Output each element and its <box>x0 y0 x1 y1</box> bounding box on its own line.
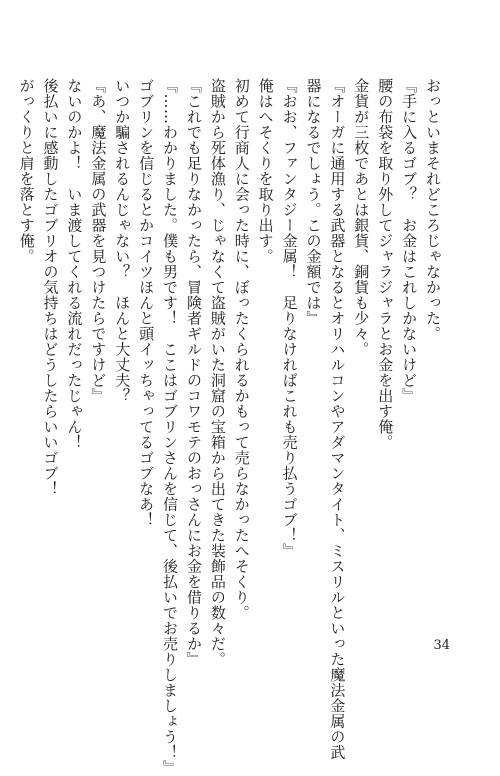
text-line: 『おお、ファンタジー金属！ 足りなければこれも売り払うゴブ！』 <box>280 78 299 559</box>
text-line: 後払いに感動したゴブリオの気持ちはどうしたらいいゴブ！ <box>41 78 60 497</box>
text-line: おっといまそれどころじゃなかった。 <box>424 78 442 342</box>
text-line: 初めて行商人に会った時に、ぼったくられるかもって売らなかったへそくり。 <box>232 78 251 621</box>
text-line: 『これでも足りなかったら、冒険者ギルドのコワモテのおっさんにお金を借りるか』 <box>184 78 203 667</box>
text-line: ゴブリンを信じるとかコイツほんと頭イッちゃってるゴブなあ！ <box>137 78 156 528</box>
text-line: 腰の布袋を取り外してジャラジャラとお金を出す俺。 <box>376 78 395 450</box>
text-line: 『手に入るゴブ？ お金はこれしかないけど』 <box>400 78 419 404</box>
text-line: 『オーガに通用する武器となるとオリハルコンやアダマンタイト、ミスリルといった魔法金属の武 <box>328 78 347 760</box>
text-line: 俺はへそくりを取り出す。 <box>256 78 275 264</box>
text-line: 器になるでしょう。この金額では』 <box>304 78 323 326</box>
text-line: 盗賊から死体漁り、じゃなくて盗賊がいた洞窟の宝箱から出てきた装飾品の数々だ。 <box>208 78 227 667</box>
page-number: 34 <box>433 638 450 653</box>
text-line: がっくりと肩を落とす俺。 <box>17 78 36 264</box>
text-line: いつか騙されるんじゃない？ ほんと大丈夫？ <box>113 78 132 404</box>
text-line: ないのかよ！ いま渡してくれる流れだったじゃん！ <box>65 78 84 450</box>
text-line: 『あ、魔法金属の武器を見つけたらですけど』 <box>89 78 108 404</box>
text-line: 金貨が三枚であとは銀貨、銅貨も少々。 <box>352 78 371 357</box>
text-line: 『……わかりました。僕も男です！ ここはゴブリンさんを信じて、後払いでお売りしましょう！』 <box>161 78 180 776</box>
